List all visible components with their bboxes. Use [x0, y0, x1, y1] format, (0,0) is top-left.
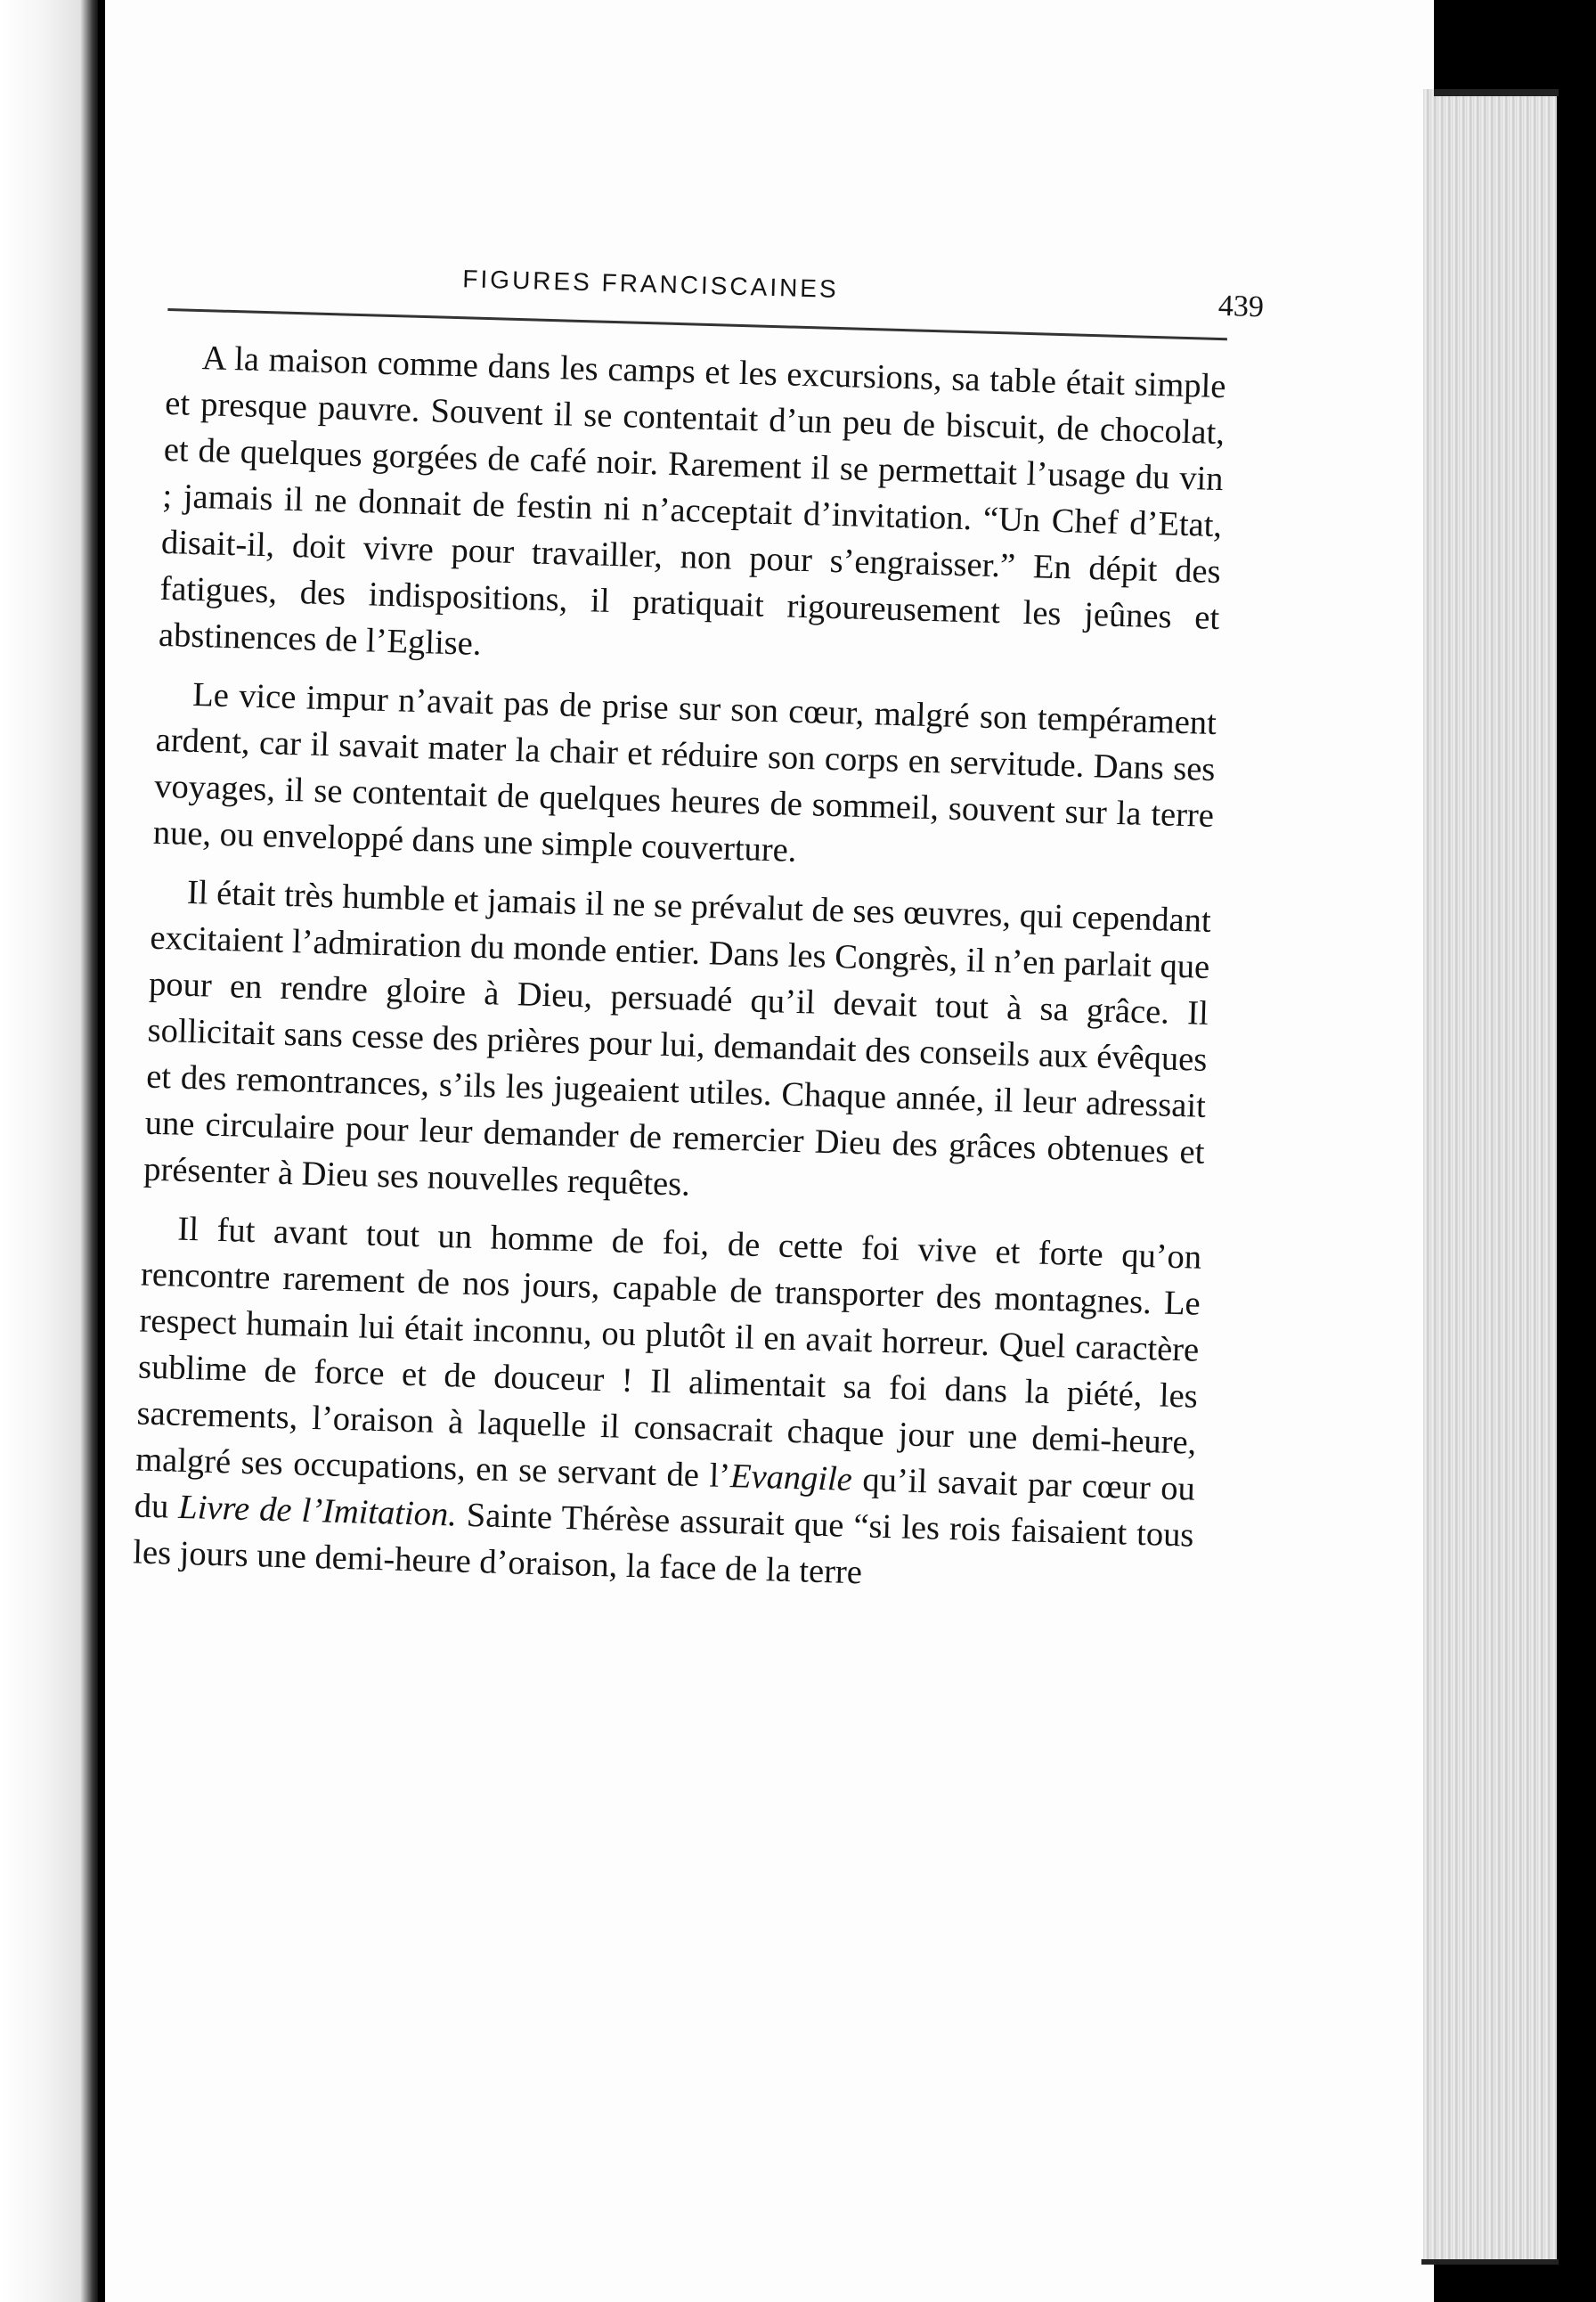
paragraph-4-text-b: qu’il savait par cœur ou du [134, 1460, 1196, 1526]
running-head-title: FIGURES FRANCISCAINES [462, 265, 840, 303]
imitation-title: Livre de l’Imitation. [177, 1488, 458, 1534]
paragraph-1: A la maison comme dans les camps et les excursions, sa table était simple et presque pauvre. Souvent il se contentait d’un peu de biscuit, de chocolat, et de quelques gorgées de café noir. Rarement il se permettait l’usage du vin ; jamais il ne donnait de festin ni n’acceptait d’invitation. “Un Chef d’Etat, disait-il, doit vivre pour travailler, non pour s’engraisser.” En dépit des fatigues, des indispositions, il pratiquait rigoureusement les jeûnes et abstinences de l’Eglise. [158, 339, 1226, 663]
book-gutter [0, 0, 98, 2302]
paragraph-2: Le vice impur n’avait pas de prise sur son cœur, malgré son tempérament ardent, car il savait mater la chair et réduire son corps en servitude. Dans ses voyages, il se contentait de quelques heures de sommeil, souvent sur la terre nue, ou enveloppé dans une simple couverture. [152, 675, 1217, 869]
paragraph-4-text-a: Il fut avant tout un homme de foi, de cette foi vive et forte qu’on rencontre rarement de nos jours, capable de transporter des montagnes. Le respect humain lui était inconnu, ou plutôt il en avait horreur. Quel caractère sublime de force et de douceur ! Il alimentait sa foi dans la piété, les sacrements, l’oraison à laquelle il consacrait chaque jour une demi-heure, malgré ses occupations, en se servant de l’ [134, 1210, 1202, 1496]
page-edges-top-shadow [1434, 89, 1559, 96]
page-edges [1423, 89, 1557, 2263]
page-edges-bottom-shadow [1421, 2259, 1559, 2265]
page-number: 439 [1217, 289, 1265, 324]
paragraph-4-text-c: Sainte Thérèse assurait que “si les rois faisaient tous les jours une demi-heure d’oraison, la face de la terre [132, 1496, 1194, 1592]
text-block [132, 257, 1265, 1618]
paragraph-3: Il était très humble et jamais il ne se prévalut de ses œuvres, qui cependant excitaient l’admiration du monde entier. Dans les Congrès, il n’en parlait que pour en rendre gloire à Dieu, persuadé qu’il devait tout à sa grâce. Il sollicitait sans cesse des prières pour lui, demandait des conseils aux évêques et des remontrances, s’ils les jugeaient utiles. Chaque année, il leur adressait une circulaire pour leur demander de remercier Dieu des grâces obtenues et présenter à Dieu ses nouvelles requêtes. [142, 873, 1212, 1204]
paragraph-4 [133, 1205, 1202, 1605]
evangile-title: Evangile [729, 1457, 853, 1498]
